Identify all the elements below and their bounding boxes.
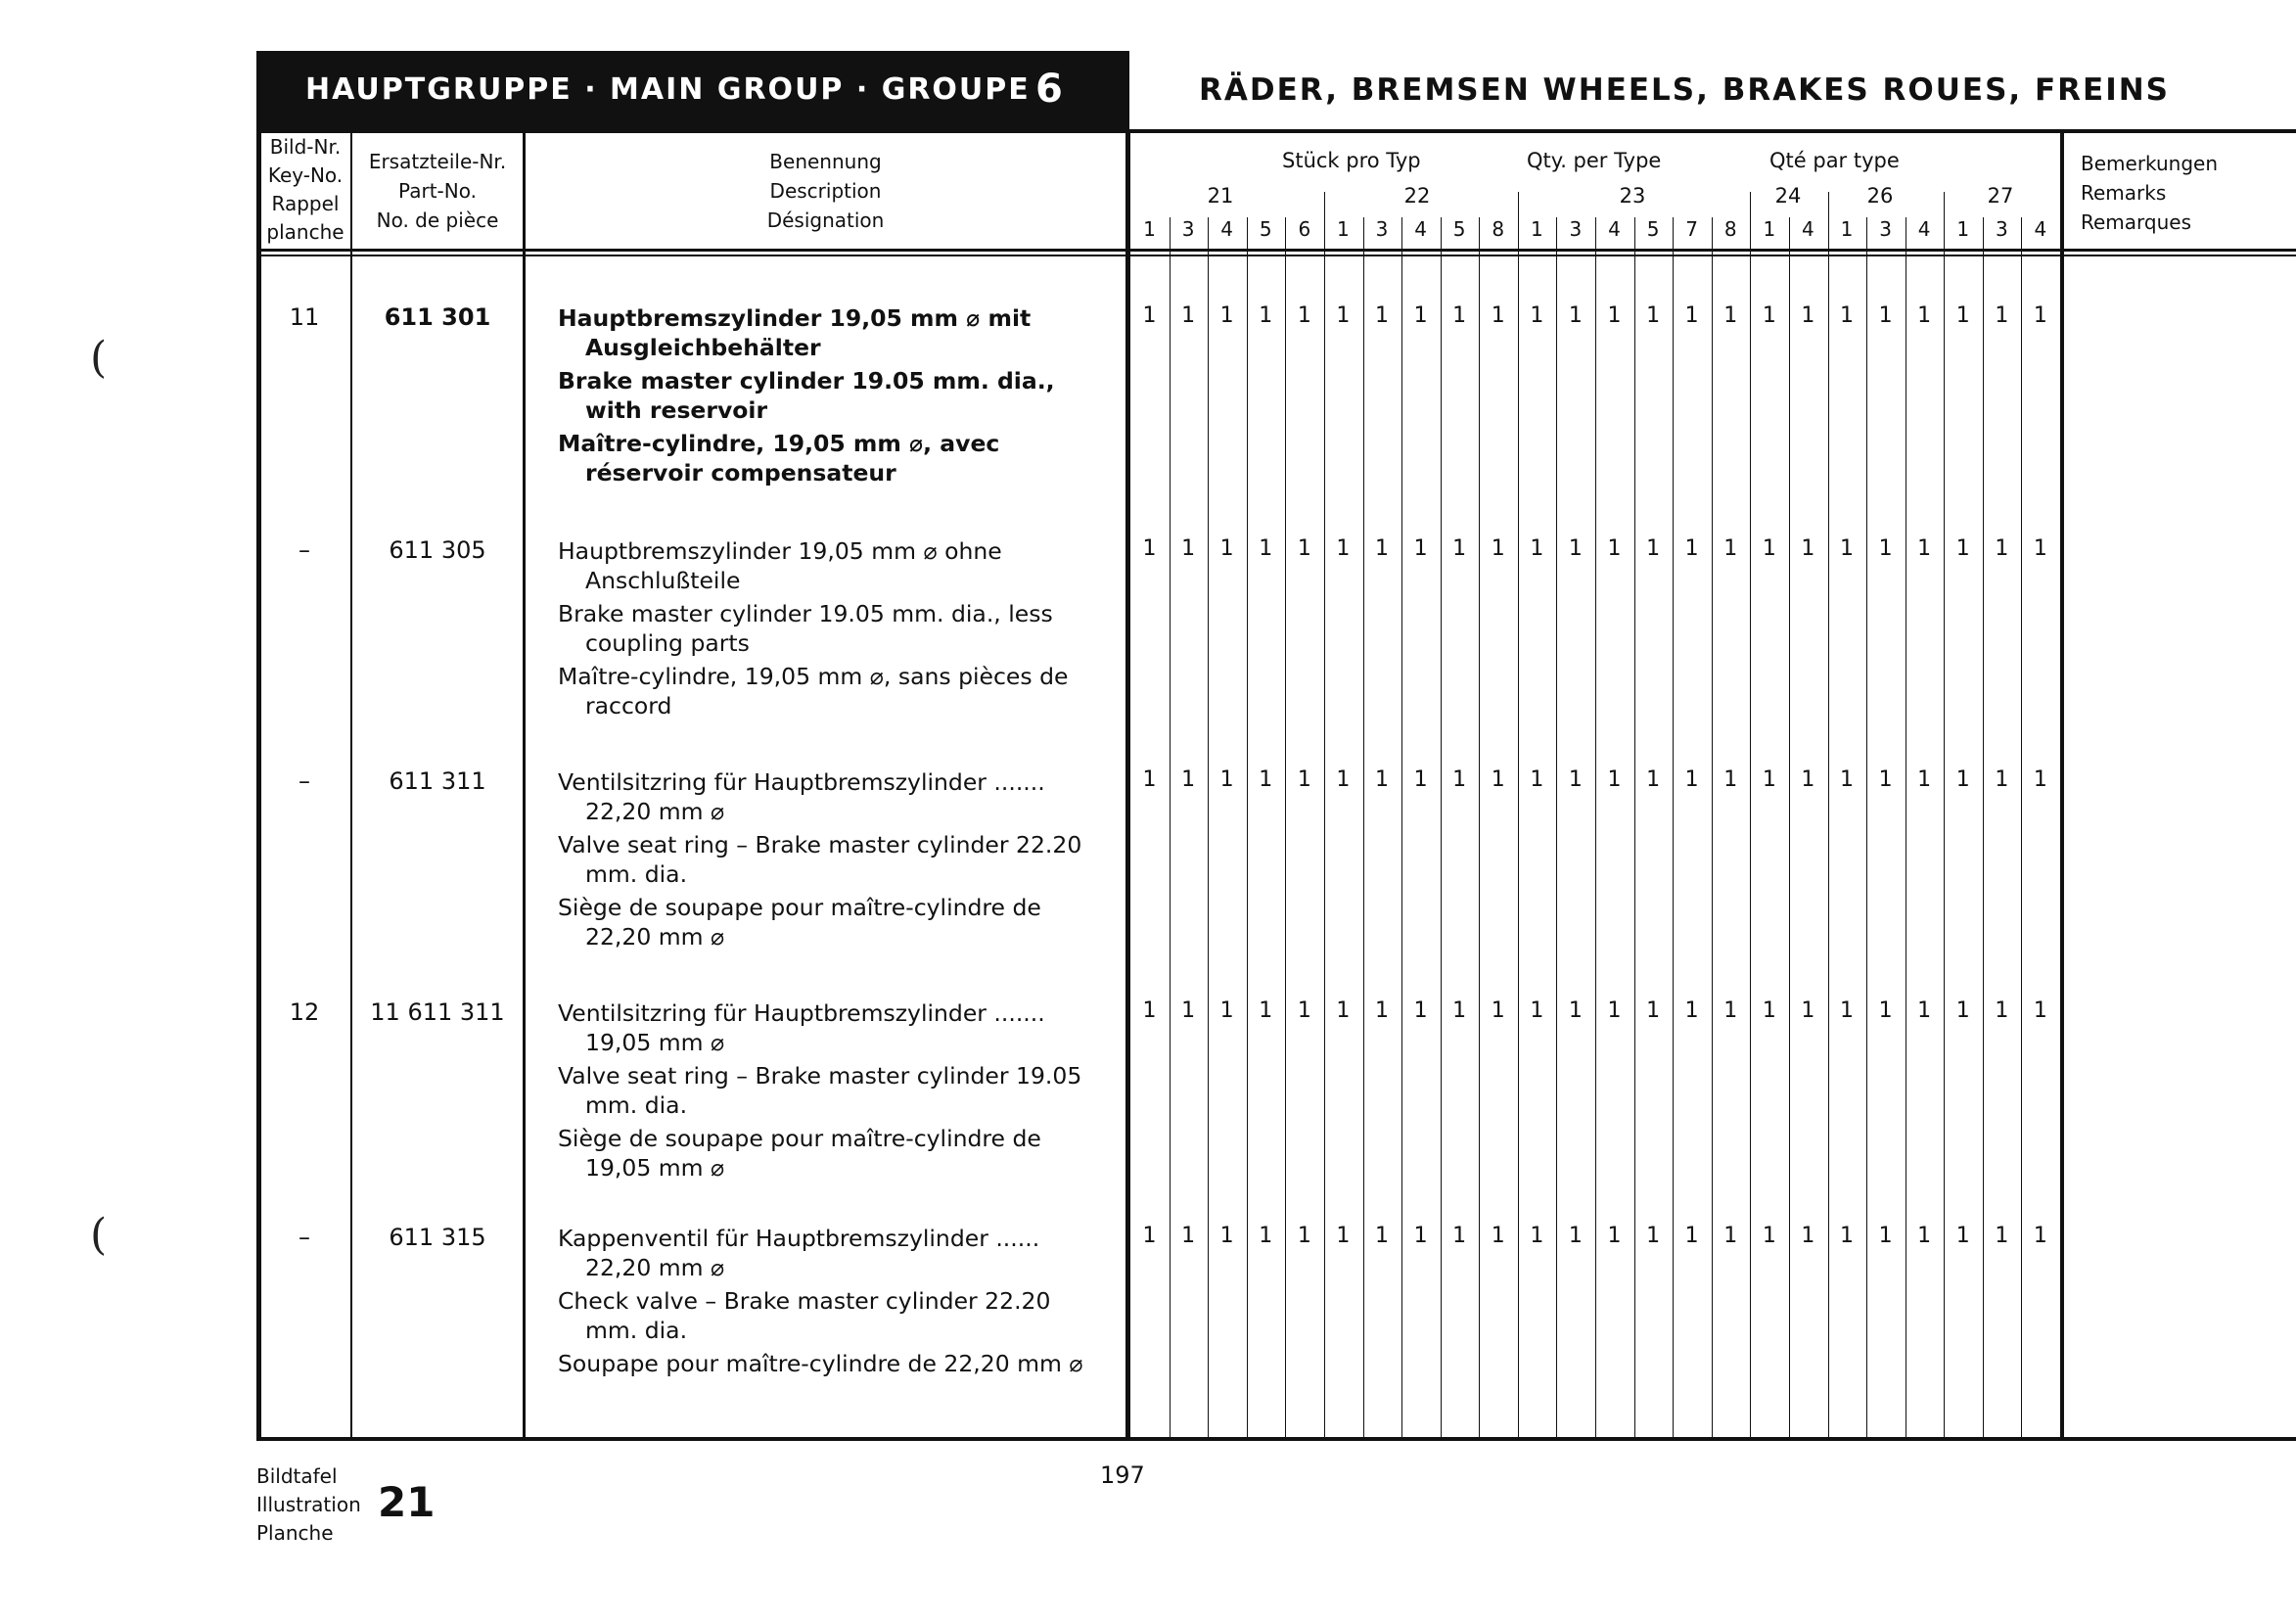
quantity-cell: 1 [1297,998,1311,1023]
type-subheader: 5 [1259,217,1272,241]
quantity-cell: 1 [1917,998,1932,1023]
type-subheader: 4 [1608,217,1621,241]
qty-column-line [1324,217,1325,1439]
type-subheader: 6 [1298,217,1311,241]
quantity-cell: 1 [1568,1224,1583,1248]
binding-hole-mark: ( [90,333,108,383]
quantity-cell: 1 [1142,767,1157,792]
quantity-cell: 1 [1995,303,2009,328]
quantity-cell: 1 [1955,767,1970,792]
quantity-cell: 1 [1297,767,1311,792]
quantity-cell: 1 [1723,767,1738,792]
remarks-header-fr: Remarques [2081,210,2192,234]
quantity-cell: 1 [1878,303,1893,328]
quantity-cell: 1 [1646,536,1661,561]
description-de: Ventilsitzring für Hauptbremszylinder ....... 19,05 mm ⌀ [558,999,1045,1056]
quantity-cell: 1 [1840,1224,1854,1248]
quantity-cell: 1 [1684,767,1699,792]
quantity-cell: 1 [1491,536,1505,561]
quantity-cell: 1 [2033,767,2047,792]
quantity-cell: 1 [1995,998,2009,1023]
quantity-cell: 1 [1568,998,1583,1023]
type-subheader: 1 [1840,217,1854,241]
quantity-cell: 1 [1530,536,1544,561]
key-col-divider [350,129,352,1441]
row-key-number: – [298,536,310,564]
quantity-cell: 1 [1181,767,1196,792]
quantity-cell: 1 [1840,998,1854,1023]
quantity-cell: 1 [1995,1224,2009,1248]
quantity-cell: 1 [1530,998,1544,1023]
quantity-cell: 1 [1181,303,1196,328]
illustration-label-de: Bildtafel [256,1464,338,1488]
quantity-cell: 1 [1607,536,1622,561]
quantity-cell: 1 [1723,1224,1738,1248]
type-group-27: 27 [1987,184,2014,208]
quantity-cell: 1 [1840,536,1854,561]
description-de: Hauptbremszylinder 19,05 mm ⌀ mit Ausgleichbehälter [558,304,1032,361]
quantity-cell: 1 [1336,767,1351,792]
quantity-cell: 1 [1181,998,1196,1023]
quantity-cell: 1 [1297,303,1311,328]
quantity-cell: 1 [1917,303,1932,328]
quantity-cell: 1 [1878,767,1893,792]
type-subheader: 1 [1337,217,1350,241]
type-subheader: 4 [2034,217,2047,241]
description-de: Hauptbremszylinder 19,05 mm ⌀ ohne Anschlußteile [558,537,1002,594]
quantity-cell: 1 [1955,998,1970,1023]
quantity-cell: 1 [1219,1224,1234,1248]
description-en: Check valve – Brake master cylinder 22.20 mm. dia. [558,1287,1051,1344]
quantity-cell: 1 [1181,536,1196,561]
type-subheader: 4 [1802,217,1814,241]
quantity-cell: 1 [1955,303,1970,328]
row-description [558,303,1106,491]
description-en: Valve seat ring – Brake master cylinder 22.20 mm. dia. [558,831,1082,888]
quantity-cell: 1 [1995,536,2009,561]
quantity-cell: 1 [1646,767,1661,792]
description-fr: Maître-cylindre, 19,05 mm ⌀, sans pièces de raccord [558,663,1069,719]
quantity-cell: 1 [1413,1224,1428,1248]
page-number: 197 [1100,1461,1145,1489]
qty-column-line [1285,217,1286,1439]
qty-column-line [1595,217,1596,1439]
quantity-cell: 1 [1142,998,1157,1023]
type-group-divider [1944,192,1945,217]
quantity-cell: 1 [1801,767,1815,792]
part-header-de: Ersatzteile-Nr. [368,150,507,173]
quantity-cell: 1 [1801,536,1815,561]
quantity-cell: 1 [1840,767,1854,792]
remarks-header-de: Bemerkungen [2081,152,2219,175]
qty-column-line [1634,217,1635,1439]
header-bottom-border-2 [256,255,2296,256]
quantity-cell: 1 [1336,998,1351,1023]
quantity-cell: 1 [1297,1224,1311,1248]
qty-column-line [1479,217,1480,1439]
illustration-label [256,1462,361,1548]
quantity-cell: 1 [1375,767,1389,792]
qty-column-line [1983,217,1984,1439]
remarks-col-divider [2060,129,2064,1441]
description-column-header [526,147,1125,235]
quantity-cell: 1 [2033,303,2047,328]
type-subheader: 3 [1879,217,1892,241]
qty-column-line [1789,217,1790,1439]
binding-hole-mark: ( [90,1210,108,1260]
qty-column-line [1828,217,1829,1439]
row-part-number: 11 611 311 [370,998,505,1026]
qty-column-line [1750,217,1751,1439]
type-subheader: 3 [1995,217,2008,241]
quantity-cell: 1 [1219,767,1234,792]
type-subheader: 1 [1530,217,1543,241]
desc-header-fr: Désignation [766,209,885,232]
row-key-number: 12 [289,998,320,1026]
table-bottom-border [256,1437,2296,1441]
type-group-divider [1750,192,1751,217]
type-group-divider [1324,192,1325,217]
part-col-divider [523,129,526,1441]
quantity-cell: 1 [1142,303,1157,328]
type-subheader: 3 [1375,217,1389,241]
type-subheader: 1 [1956,217,1970,241]
quantity-cell: 1 [2033,1224,2047,1248]
row-part-number: 611 305 [389,536,486,564]
quantity-cell: 1 [1684,303,1699,328]
key-header-de: Bild-Nr. [269,135,342,159]
quantity-cell: 1 [1413,998,1428,1023]
quantity-cell: 1 [1646,998,1661,1023]
quantity-cell: 1 [1917,767,1932,792]
quantity-cell: 1 [1259,303,1273,328]
description-fr: Soupape pour maître-cylindre de 22,20 mm ⌀ [558,1350,1083,1377]
qty-header-de: Stück pro Typ [1282,149,1421,172]
header-bottom-border [256,249,2296,252]
qty-column-line [1673,217,1674,1439]
quantity-cell: 1 [1491,1224,1505,1248]
row-part-number: 611 315 [389,1224,486,1251]
type-group-divider [1828,192,1829,217]
type-group-24: 24 [1774,184,1802,208]
quantity-cell: 1 [1684,1224,1699,1248]
row-part-number: 611 311 [389,767,486,795]
quantity-cell: 1 [1762,767,1776,792]
quantity-cell: 1 [1452,767,1467,792]
qty-header-en: Qty. per Type [1527,149,1662,172]
illustration-number: 21 [378,1478,436,1526]
quantity-cell: 1 [1646,303,1661,328]
type-subheader: 8 [1723,217,1737,241]
quantity-cell: 1 [1646,1224,1661,1248]
quantity-cell: 1 [1917,1224,1932,1248]
quantity-cell: 1 [1375,998,1389,1023]
quantity-cell: 1 [1336,536,1351,561]
quantity-cell: 1 [1607,1224,1622,1248]
quantity-cell: 1 [1568,767,1583,792]
quantity-cell: 1 [1801,1224,1815,1248]
row-part-number: 611 301 [384,303,491,331]
quantity-cell: 1 [1336,1224,1351,1248]
quantity-cell: 1 [1181,1224,1196,1248]
type-group-divider [1518,192,1519,217]
quantity-cell: 1 [1878,998,1893,1023]
desc-header-en: Description [769,179,882,203]
quantity-cell: 1 [1452,998,1467,1023]
main-group-label: HAUPTGRUPPE · MAIN GROUP · GROUPE [305,72,1031,107]
quantity-cell: 1 [1723,998,1738,1023]
quantity-cell: 1 [1219,303,1234,328]
quantity-cell: 1 [1995,767,2009,792]
type-subheader: 3 [1569,217,1583,241]
description-en: Brake master cylinder 19.05 mm. dia., with reservoir [558,367,1055,424]
illustration-label-fr: Planche [256,1521,334,1545]
description-de: Kappenventil für Hauptbremszylinder ...... 22,20 mm ⌀ [558,1225,1040,1281]
key-column-header [260,133,350,247]
qty-column-line [2021,217,2022,1439]
quantity-cell: 1 [1723,303,1738,328]
qty-column-line [1170,217,1171,1439]
quantity-cell: 1 [1801,303,1815,328]
part-header-en: Part-No. [398,179,477,203]
row-description [558,536,1106,724]
type-group-26: 26 [1866,184,1894,208]
type-subheader: 5 [1452,217,1466,241]
quantity-cell: 1 [1491,998,1505,1023]
quantity-cell: 1 [1375,536,1389,561]
quantity-cell: 1 [1723,536,1738,561]
qty-column-line [1441,217,1442,1439]
type-subheader: 1 [1143,217,1156,241]
part-column-header [352,147,523,235]
quantity-cell: 1 [1878,536,1893,561]
quantity-cell: 1 [1762,303,1776,328]
quantity-cell: 1 [2033,998,2047,1023]
description-fr: Siège de soupape pour maître-cylindre de 22,20 mm ⌀ [558,894,1041,951]
quantity-cell: 1 [1684,536,1699,561]
description-en: Valve seat ring – Brake master cylinder 19.05 mm. dia. [558,1062,1082,1119]
quantity-cell: 1 [1530,303,1544,328]
row-description [558,767,1106,955]
type-subheader: 7 [1685,217,1699,241]
quantity-cell: 1 [1762,1224,1776,1248]
quantity-cell: 1 [1491,767,1505,792]
quantity-cell: 1 [1413,767,1428,792]
description-fr: Siège de soupape pour maître-cylindre de 19,05 mm ⌀ [558,1125,1041,1182]
group-header-band [256,51,1129,131]
quantity-cell: 1 [1375,1224,1389,1248]
type-group-22: 22 [1403,184,1431,208]
type-subheader: 4 [1917,217,1931,241]
remarks-column-header [2081,149,2218,237]
row-key-number: 11 [289,303,320,331]
quantity-cell: 1 [1413,303,1428,328]
description-de: Ventilsitzring für Hauptbremszylinder ....... 22,20 mm ⌀ [558,768,1045,825]
quantity-cell: 1 [1142,536,1157,561]
quantity-cell: 1 [1259,767,1273,792]
quantity-cell: 1 [1452,536,1467,561]
qty-column-line [1401,217,1402,1439]
row-key-number: – [298,1224,310,1251]
qty-column-line [1363,217,1364,1439]
quantity-cell: 1 [1259,536,1273,561]
table-top-border [256,129,2296,133]
quantity-cell: 1 [1413,536,1428,561]
quantity-cell: 1 [1259,1224,1273,1248]
group-number: 6 [1035,67,1063,112]
quantity-cell: 1 [1568,303,1583,328]
quantity-cell: 1 [1607,998,1622,1023]
quantity-cell: 1 [1955,536,1970,561]
illustration-label-en: Illustration [256,1493,361,1516]
quantity-cell: 1 [1219,536,1234,561]
quantity-cell: 1 [1917,536,1932,561]
key-header-fr: Rappel [271,192,340,215]
quantity-cell: 1 [1762,998,1776,1023]
section-title: RÄDER, BREMSEN WHEELS, BRAKES ROUES, FREINS [1199,72,2170,108]
description-en: Brake master cylinder 19.05 mm. dia., less coupling parts [558,600,1053,657]
quantity-cell: 1 [1955,1224,1970,1248]
key-header-en: Key-No. [267,163,344,187]
quantity-cell: 1 [1491,303,1505,328]
type-subheader: 4 [1220,217,1234,241]
quantity-cell: 1 [1684,998,1699,1023]
quantity-cell: 1 [1568,536,1583,561]
quantity-cell: 1 [1142,1224,1157,1248]
quantity-cell: 1 [1878,1224,1893,1248]
remarks-header-en: Remarks [2081,181,2167,205]
description-fr: Maître-cylindre, 19,05 mm ⌀, avec réservoir compensateur [558,430,1000,487]
qty-header-fr: Qté par type [1769,149,1900,172]
qty-column-line [1247,217,1248,1439]
quantity-cell: 1 [1607,303,1622,328]
quantity-cell: 1 [1452,303,1467,328]
quantity-cell: 1 [1452,1224,1467,1248]
quantity-cell: 1 [2033,536,2047,561]
desc-header-de: Benennung [769,150,882,173]
quantity-cell: 1 [1801,998,1815,1023]
row-key-number: – [298,767,310,795]
quantity-cell: 1 [1762,536,1776,561]
quantity-cell: 1 [1840,303,1854,328]
qty-column-line [1208,217,1209,1439]
quantity-cell: 1 [1375,303,1389,328]
qty-column-line [1944,217,1945,1439]
qty-column-line [1866,217,1867,1439]
quantity-cell: 1 [1607,767,1622,792]
type-subheader: 4 [1414,217,1427,241]
type-subheader: 5 [1646,217,1660,241]
quantity-cell: 1 [1297,536,1311,561]
part-header-fr: No. de pièce [376,209,499,232]
quantity-cell: 1 [1530,1224,1544,1248]
row-description [558,998,1106,1186]
qty-column-line [1518,217,1519,1439]
quantity-cell: 1 [1530,767,1544,792]
type-subheader: 8 [1492,217,1505,241]
type-group-23: 23 [1619,184,1646,208]
quantity-cell: 1 [1336,303,1351,328]
type-subheader: 3 [1181,217,1195,241]
row-description [558,1224,1106,1382]
quantity-cell: 1 [1259,998,1273,1023]
quantity-cell: 1 [1219,998,1234,1023]
qty-column-line [1556,217,1557,1439]
type-group-21: 21 [1207,184,1234,208]
key-header-fr2: planche [266,220,344,244]
qty-column-line [1712,217,1713,1439]
type-subheader: 1 [1763,217,1776,241]
